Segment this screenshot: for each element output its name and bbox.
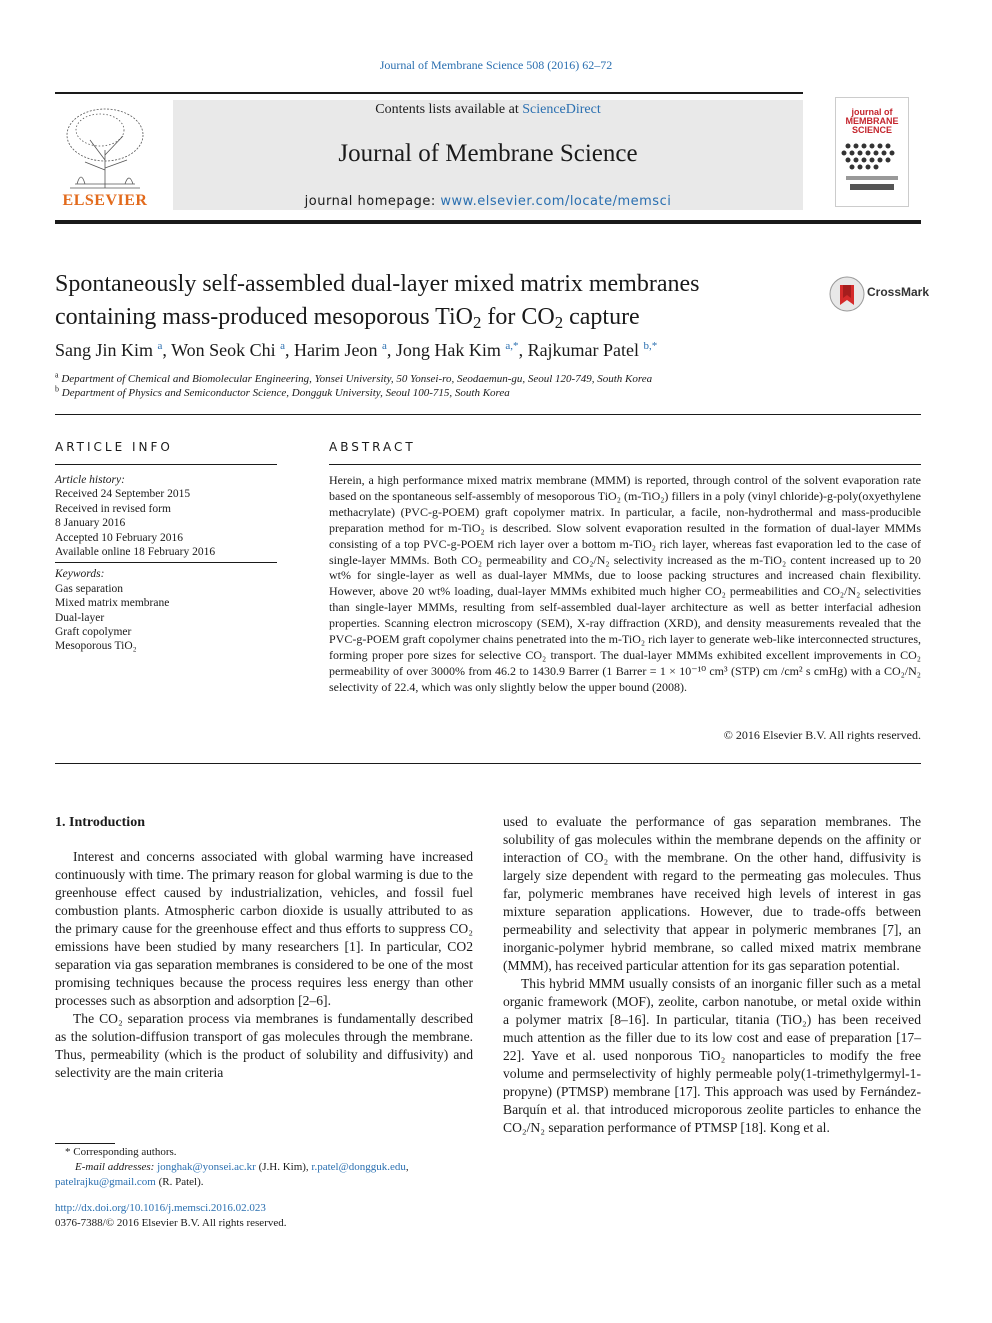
history-label: Article history:: [55, 474, 125, 486]
abstract-heading: ABSTRACT: [329, 440, 416, 454]
author[interactable]: [55, 340, 162, 360]
title-line-2: containing mass-produced mesoporous TiO$_2$ for $CO_2$ capture: [55, 304, 640, 333]
title-segment: capture: [563, 304, 640, 330]
doi-link[interactable]: http://dx.doi.org/10.1016/j.memsci.2016.02.023: [55, 1202, 266, 1214]
email-owner: (J.H. Kim),: [255, 1161, 312, 1173]
article-info: [55, 473, 277, 654]
keywords-rule: [55, 562, 277, 563]
email-link[interactable]: jonghak@yonsei.ac.kr: [157, 1161, 256, 1173]
keyword: Mesoporous TiO₂: [55, 640, 137, 653]
homepage-link[interactable]: www.elsevier.com/locate/memsci: [440, 194, 672, 209]
contents-line: [173, 102, 803, 118]
author-affiliation-marker[interactable]: a: [157, 340, 163, 352]
abstract-copyright: © 2016 Elsevier B.V. All rights reserved.: [723, 728, 921, 742]
title-segment: for CO: [481, 304, 555, 330]
affiliation-text: Department of Chemical and Biomolecular Engineering, Yonsei University, 50 Yonsei-ro, Seodaemun-gu, Seoul 120-749, South Korea: [61, 373, 653, 385]
history-item: Received 24 September 2015: [55, 488, 191, 501]
email-line: [55, 1160, 473, 1175]
homepage-prefix: journal homepage:: [304, 194, 441, 209]
author[interactable]: [171, 340, 285, 360]
journal-name: Journal of Membrane Science: [338, 140, 638, 167]
author-name: Rajkumar Patel: [527, 340, 640, 360]
author-affiliation-marker[interactable]: a: [280, 340, 286, 352]
abstract-text: Herein, a high performance mixed matrix membrane (MMM) is reported, through control of the solvent evaporation rate based on the spontaneous self-assembly of mesoporous TiO₂ (m-TiO₂) fillers in a poly (vinyl chloride)-g-poly(oxyethylene methacrylate) (PVC-g-POEM) graft copolymer matrix. In particular, a facile, non-hydrothermal and mass-producible preparation method for m-TiO₂ is described. Slow solvent evaporation resulted in the formation of dual-layer MMMs consisting of a top PVC-g-POEM rich layer over a bottom m-TiO₂ rich layer, whereas fast evaporation led to the case of single-layer MMMs. Both CO₂ permeability and CO₂/N₂ selectivity increased as the m-TiO₂ content increased up to 20 wt% for single-layer as well as dual-layer MMMs, due to loose packing structures and increased chain flexibility. However, above 20 wt% loading, dual-layer MMMs exhibited much higher CO₂ permeabilities and CO₂/N₂ selectivities than single-layer MMMs, resulting from self-assembled dual-layer architecture as well as better interfacial adhesion properties. Scanning electron microscopy (SEM), X-ray diffraction (XRD), and density measurements revealed that the PVC-g-POEM graft copolymer chains penetrated into the m-TiO₂ rich layer to generate web-like interconnected structures, forming proper pore sizes for selective CO₂ transport. The dual-layer MMMs exhibited excellent improvements in CO₂ permeability of over 3000% from 46.2 to 1430.9 Barrer (1 Barrer = 1 × 10⁻¹⁰ cm³ (STP) cm /cm² s cmHg) with a CO₂/N₂ selectivity of 22.4, which was only slightly below the upper bound (2008).: [329, 473, 921, 694]
sciencedirect-link[interactable]: ScienceDirect: [522, 102, 601, 117]
affiliation-rule: [55, 414, 921, 415]
paragraph: Interest and concerns associated with global warming have increased continuously with time. The primary reason for global warming is due to the greenhouse effect caused by industrialization, vehicles, and fossil fuel combustion plants. Atmospheric carbon dioxide is usually attributed to as the primary cause for the greenhouse effect and thus efforts to suppress CO₂ emissions have been studied by many researchers [1]. In particular, CO2 separation via gas separation membranes is considered to be one of the most promising techniques because the process requires less energy than other processes such as absorption and adsorption [2–6].: [55, 849, 473, 1008]
author-affiliation-marker[interactable]: a,*: [505, 340, 519, 352]
paragraph: This hybrid MMM usually consists of an inorganic filler such as a metal organic framework (MOF), zeolite, carbon nanotube, or metal oxide within a polymer matrix [8–16]. In particular, titania (TiO₂) has been received much attention as the filler due to its low cost and ease of preparation [17–22]. Yave et al. used nonporous TiO₂ nanoparticles to modify the free volume and permselectivity of highly permeable poly(1-trimethylgermyl-1-propyne) (PTMSP) membrane [17]. This approach was used by Fernández-Barquín et al. that introduced microporous zeolite particles to enhance the CO₂/N₂ separation performance of PTMSP [18]. Kong et al.: [503, 976, 921, 1135]
author[interactable]: [396, 340, 519, 360]
title-line-1: Spontaneously self-assembled dual-layer mixed matrix membranes: [55, 271, 700, 297]
contents-prefix: Contents lists available at: [375, 102, 523, 117]
title-segment: containing mass-produced mesoporous TiO: [55, 304, 473, 330]
article-info-heading: ARTICLE INFO: [55, 440, 173, 454]
elsevier-wordmark: ELSEVIER: [62, 192, 148, 209]
cover-title-line: SCIENCE: [851, 125, 892, 135]
body-left-column: [55, 848, 473, 1082]
footnote-rule: [55, 1143, 115, 1144]
doi-block: [55, 1201, 473, 1231]
history-item: Accepted 10 February 2016: [55, 531, 184, 544]
author-name: Jong Hak Kim: [395, 340, 501, 360]
cover-title: [836, 108, 908, 135]
author-name: Harim Jeon: [294, 340, 378, 360]
paragraph: The CO₂ separation process via membranes is fundamentally described as the solution-diffusion transport of gas molecules through the membrane. Thus, permeability (which is the product of solubility and diffusivity) and selectivity are the main criteria: [55, 1011, 473, 1080]
affiliation-text: Department of Physics and Semiconductor Science, Dongguk University, Seoul 100-715, South Korea: [61, 387, 510, 399]
affiliation-key: b: [55, 384, 59, 394]
history-item: 8 January 2016: [55, 517, 126, 530]
email-separator: ,: [405, 1161, 409, 1173]
header-bottom-rule: [55, 220, 921, 224]
keyword: Gas separation: [55, 582, 124, 595]
paragraph: used to evaluate the performance of gas separation membranes. The solubility of gas molecules within the membrane depends on the affinity or interaction of CO₂ with the membrane. On the other hand, diffusivity is largely size dependent with regard to the permeating gas molecules. Thus far, polymeric membranes have received high levels of interest in gas mixture separation applications. However, due to trade-offs between permeability and selectivity that appear in polymeric membranes [7], an inorganic-polymer hybrid membrane, so called mixed matrix membrane (MMM), has received particular attention for its gas separation potential.: [503, 814, 921, 973]
article-info-rule: [55, 464, 277, 465]
keyword: Mixed matrix membrane: [55, 597, 170, 610]
author-affiliation-marker[interactable]: a: [382, 340, 387, 352]
journal-citation[interactable]: Journal of Membrane Science 508 (2016) 62–72: [379, 58, 613, 72]
email-link[interactable]: r.patel@dongguk.edu: [311, 1161, 406, 1173]
header-top-rule: [55, 92, 803, 94]
history-item: Received in revised form: [55, 502, 171, 515]
crossmark-icon[interactable]: [829, 276, 865, 312]
email-line-2: [55, 1175, 473, 1190]
affiliation-a: [55, 370, 653, 385]
crossmark-label[interactable]: CrossMark: [867, 285, 930, 299]
cover-title-line: journal of: [851, 107, 893, 117]
cover-dot-pattern-icon: [840, 140, 904, 200]
abstract-end-rule: [55, 763, 921, 764]
keywords-label: Keywords:: [55, 568, 105, 581]
affiliation-b: [55, 384, 510, 399]
author[interactable]: [294, 340, 387, 360]
history-item: Available online 18 February 2016: [55, 546, 216, 559]
keyword: Dual-layer: [55, 611, 105, 624]
author-name: Won Seok Chi: [171, 340, 276, 360]
affiliation-key: a: [55, 370, 59, 380]
author-name: Sang Jin Kim: [55, 340, 154, 360]
author-list: Sang Jin Kim $^a$, Won Seok Chi $^a$, Harim Jeon $^a$, Jong Hak Kim $^{a,*}$, Rajkumar Patel $^{b,*}$: [55, 340, 658, 360]
keyword: Graft copolymer: [55, 626, 132, 639]
abstract-rule: [329, 464, 921, 465]
journal-homepage: [173, 194, 803, 209]
corresponding-note: * Corresponding authors.: [65, 1146, 177, 1158]
article-title: [55, 268, 815, 334]
email-link[interactable]: patelrajku@gmail.com: [55, 1176, 156, 1188]
journal-cover-thumbnail[interactable]: [835, 97, 909, 207]
author-affiliation-marker[interactable]: b,*: [643, 340, 658, 352]
body-right-column: [503, 813, 921, 1137]
cover-title-line: MEMBRANE: [845, 116, 899, 126]
email-owner: (R. Patel).: [155, 1176, 204, 1188]
introduction-heading: 1. Introduction: [55, 815, 145, 830]
footnote: [55, 1145, 473, 1190]
issn-line: 0376-7388/© 2016 Elsevier B.V. All rights reserved.: [55, 1217, 287, 1229]
email-label: E-mail addresses:: [75, 1161, 158, 1173]
author[interactable]: [528, 340, 658, 360]
